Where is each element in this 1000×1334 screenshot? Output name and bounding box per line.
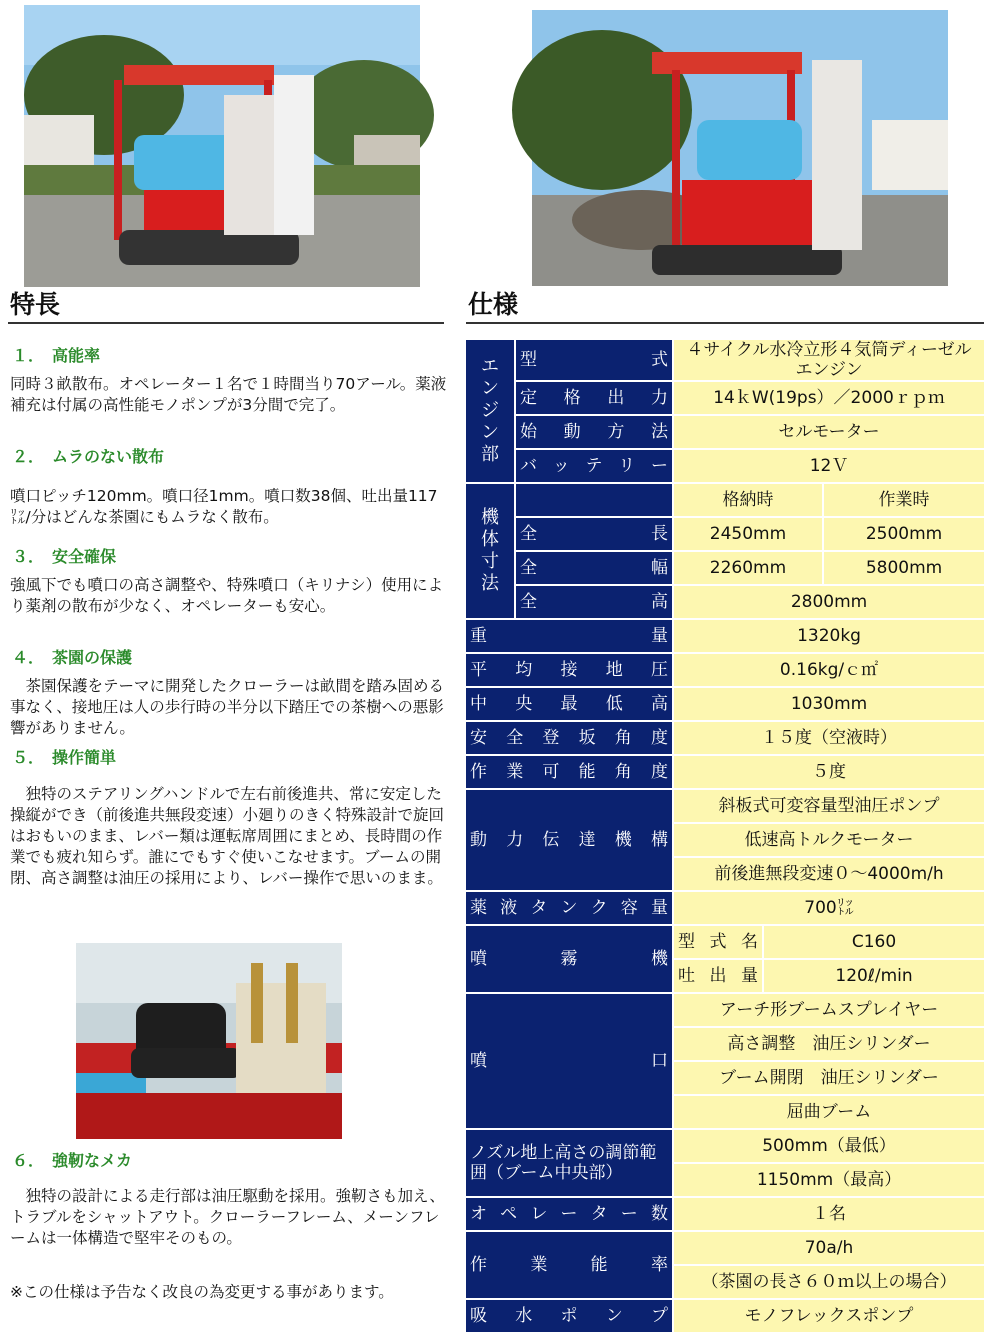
label-text — [470, 1255, 668, 1275]
feature-body-4: 茶園保護をテーマに開発したクローラーは畝間を踏み固める事なく、接地圧は人の歩行時の半分以下踏圧での茶樹への悪影響がありません。 — [10, 677, 445, 737]
label-char: ク — [590, 898, 608, 918]
spec-row-nozzle-height-1 — [465, 1129, 985, 1163]
label-char: 型 — [678, 932, 695, 952]
height-label — [515, 585, 673, 619]
tank-label — [465, 891, 673, 925]
label-char: 坂 — [578, 728, 596, 748]
nozzle-value-2: 高さ調整 油圧シリンダー — [673, 1027, 985, 1061]
spec-row-length — [465, 517, 985, 551]
label-text — [470, 694, 668, 714]
label-char: 出 — [607, 388, 625, 408]
label-char: 可 — [542, 762, 560, 782]
label-char: 率 — [650, 1255, 668, 1275]
label-char: 角 — [614, 762, 632, 782]
ground-pressure-label — [465, 653, 673, 687]
length-working: 2500mm — [823, 517, 985, 551]
sprayer-model-label — [673, 925, 763, 959]
pump-label — [465, 1299, 673, 1333]
ground-pressure-value: 0.16kg/ｃ㎡ — [673, 653, 985, 687]
label-char: 均 — [515, 660, 533, 680]
label-char: 出 — [709, 966, 727, 986]
label-char: 幅 — [651, 558, 668, 578]
label-text — [470, 762, 668, 782]
length-label — [515, 517, 673, 551]
label-char: 安 — [470, 728, 487, 748]
feature-heading-5: ５． 操作簡単 — [12, 748, 117, 767]
spec-row-work-angle — [465, 755, 985, 789]
label-char: 吸 — [470, 1306, 487, 1326]
sprayer-model-value: C160 — [763, 925, 985, 959]
clearance-label — [465, 687, 673, 721]
spec-row-operators — [465, 1197, 985, 1231]
feature-body-5: 独特のステアリングハンドルで左右前後進共、常に安定した操縦ができ（前後進共無段変速）小廻りのきく特殊設計で旋回はおもいのまま、レバー類は運転席周囲にまとめ、長時間の作業でも疲れ知らず。誰にでもすぐ使いこなせます。ブームの開閉、高さ調整は油圧の採用により、レバー操作で思いのまま。 — [10, 785, 445, 887]
label-text — [470, 1306, 668, 1326]
label-char: 低 — [605, 694, 623, 714]
label-text — [678, 966, 758, 986]
label-char: タ — [530, 898, 548, 918]
label-char: 業 — [506, 762, 524, 782]
label-char: 中 — [470, 694, 487, 714]
label-char: 格 — [563, 388, 581, 408]
label-char: 動 — [563, 422, 581, 442]
label-char: レ — [530, 1204, 548, 1224]
spec-row-engine-output — [465, 381, 985, 415]
label-char: 噴 — [470, 949, 487, 969]
label-char: 量 — [651, 626, 668, 646]
label-text — [520, 456, 668, 476]
label-char: 接 — [560, 660, 578, 680]
label-char: 量 — [741, 966, 758, 986]
height-value: 2800mm — [673, 585, 985, 619]
label-text — [470, 1204, 668, 1224]
capacity-label — [465, 1231, 673, 1299]
engine-start-value: セルモーター — [673, 415, 985, 449]
spec-row-dimension-headers — [465, 483, 985, 517]
dimensions-stored-header: 格納時 — [673, 483, 823, 517]
label-char: 高 — [651, 694, 668, 714]
label-char: 全 — [506, 728, 524, 748]
width-label — [515, 551, 673, 585]
tank-value: 700㍑ — [673, 891, 985, 925]
engine-group-label: エンジン部 — [465, 339, 515, 483]
label-char: バ — [520, 456, 537, 476]
label-char: 口 — [651, 1051, 668, 1071]
label-char: オ — [470, 1204, 487, 1224]
label-char: 平 — [470, 660, 487, 680]
feature-body-2: 噴口ピッチ120mm。噴口径1mm。噴口数38個、吐出量117㍑/分はどんな茶園にもムラなく散布。 — [10, 487, 438, 526]
label-char: タ — [590, 1204, 608, 1224]
label-char: 能 — [590, 1255, 608, 1275]
label-char: ッ — [552, 456, 570, 476]
dimensions-header-blank — [515, 483, 673, 517]
engine-model-value: ４サイクル水冷立形４気筒ディーゼルエンジン — [673, 339, 985, 381]
nozzle-height-label: ノズル地上高さの調節範囲（ブーム中央部） — [465, 1129, 673, 1197]
spec-table — [464, 338, 986, 1334]
label-text — [470, 898, 668, 918]
label-char: テ — [585, 456, 603, 476]
width-stored: 2260mm — [673, 551, 823, 585]
feature-heading-2: ２． ムラのない散布 — [12, 447, 165, 466]
label-char: 容 — [620, 898, 638, 918]
label-char: 水 — [515, 1306, 533, 1326]
operators-label — [465, 1197, 673, 1231]
sprayer-label — [465, 925, 673, 993]
operator-seat-photo — [76, 943, 342, 1139]
label-char: 角 — [614, 728, 632, 748]
spec-row-transmission-1 — [465, 789, 985, 823]
label-char: 重 — [470, 626, 487, 646]
transmission-value-3: 前後進無段変速０～4000m/h — [673, 857, 985, 891]
label-text — [470, 660, 668, 680]
machine-photo-right — [532, 10, 948, 286]
label-char: 噴 — [470, 1051, 487, 1071]
label-char: 力 — [650, 388, 668, 408]
engine-model-label — [515, 339, 673, 381]
label-char: 度 — [650, 728, 668, 748]
spec-row-engine-battery — [465, 449, 985, 483]
label-char: ー — [620, 1204, 638, 1224]
nozzle-value-4: 屈曲ブーム — [673, 1095, 985, 1129]
spec-row-width — [465, 551, 985, 585]
label-char: ン — [560, 898, 578, 918]
climb-label — [465, 721, 673, 755]
label-char: 圧 — [651, 660, 668, 680]
label-char: 高 — [651, 592, 668, 612]
label-char: 数 — [650, 1204, 668, 1224]
nozzle-value-1: アーチ形ブームスプレイヤー — [673, 993, 985, 1027]
climb-value: １５度（空液時） — [673, 721, 985, 755]
feature-heading-6: ６． 強靭なメカ — [12, 1151, 133, 1170]
features-rule — [8, 322, 444, 324]
label-char: ペ — [500, 1204, 518, 1224]
feature-body-1: 同時３畝散布。オペレーター１名で１時間当り70アール。薬液補充は付属の高性能モノポンプが3分間で完了。 — [10, 375, 447, 414]
spec-row-engine-start — [465, 415, 985, 449]
label-char: 始 — [520, 422, 537, 442]
label-char: ー — [651, 456, 668, 476]
spec-row-sprayer-model — [465, 925, 985, 959]
label-char: 法 — [650, 422, 668, 442]
sprayer-output-value: 120ℓ/min — [763, 959, 985, 993]
label-char: 式 — [651, 350, 668, 370]
label-char: ン — [605, 1306, 623, 1326]
label-text — [520, 592, 668, 612]
label-text — [520, 524, 668, 544]
label-char: 動 — [470, 830, 487, 850]
transmission-value-2: 低速高トルクモーター — [673, 823, 985, 857]
engine-start-label — [515, 415, 673, 449]
label-char: 全 — [520, 592, 537, 612]
engine-output-value: 14ｋW(19ps）／2000ｒｐｍ — [673, 381, 985, 415]
label-text — [470, 949, 668, 969]
feature-body-6: 独特の設計による走行部は油圧駆動を採用。強靭さも加え、トラブルをシャットアウト。クローラーフレーム、メーンフレームは一体構造で堅牢そのもの。 — [10, 1187, 445, 1247]
spec-row-tank — [465, 891, 985, 925]
machine-photo-left — [24, 5, 420, 287]
label-char: 機 — [651, 949, 668, 969]
label-char: 長 — [651, 524, 668, 544]
label-char: 薬 — [470, 898, 487, 918]
capacity-condition: （茶園の長さ６０ｍ以上の場合） — [673, 1265, 985, 1299]
label-text — [470, 830, 668, 850]
label-char: 作 — [470, 1255, 487, 1275]
spec-row-capacity-1 — [465, 1231, 985, 1265]
feature-heading-1: １． 高能率 — [12, 346, 101, 365]
clearance-value: 1030mm — [673, 687, 985, 721]
label-char: ー — [560, 1204, 578, 1224]
label-char: 液 — [500, 898, 518, 918]
operators-value: １名 — [673, 1197, 985, 1231]
dimensions-group-label: 機体寸法 — [465, 483, 515, 619]
label-text — [470, 626, 668, 646]
length-stored: 2450mm — [673, 517, 823, 551]
label-char: 霧 — [560, 949, 578, 969]
transmission-value-1: 斜板式可変容量型油圧ポンプ — [673, 789, 985, 823]
nozzle-value-3: ブーム開閉 油圧シリンダー — [673, 1061, 985, 1095]
nozzle-height-max: 1150mm（最高） — [673, 1163, 985, 1197]
label-char: 全 — [520, 524, 537, 544]
spec-row-engine-model — [465, 339, 985, 381]
label-text — [520, 388, 668, 408]
label-char: 定 — [520, 388, 537, 408]
spec-row-clearance — [465, 687, 985, 721]
label-char: 量 — [650, 898, 668, 918]
label-char: 央 — [515, 694, 533, 714]
engine-battery-value: 12Ｖ — [673, 449, 985, 483]
change-notice: ※この仕様は予告なく改良の為変更する事があります。 — [10, 1283, 394, 1301]
feature-heading-3: ３． 安全確保 — [12, 547, 117, 566]
spec-row-weight — [465, 619, 985, 653]
label-char: ポ — [560, 1306, 578, 1326]
spec-rule — [466, 322, 984, 324]
label-char: 業 — [530, 1255, 548, 1275]
label-char: 式 — [709, 932, 727, 952]
label-char: 伝 — [542, 830, 560, 850]
sprayer-output-label — [673, 959, 763, 993]
label-char: 構 — [650, 830, 668, 850]
pump-value: モノフレックスポンプ — [673, 1299, 985, 1333]
work-angle-label — [465, 755, 673, 789]
spec-row-height — [465, 585, 985, 619]
weight-value: 1320kg — [673, 619, 985, 653]
label-char: 地 — [605, 660, 623, 680]
features-title: 特長 — [10, 290, 61, 319]
work-angle-value: ５度 — [673, 755, 985, 789]
label-char: 能 — [578, 762, 596, 782]
label-char: 型 — [520, 350, 537, 370]
nozzle-label — [465, 993, 673, 1129]
label-char: 吐 — [678, 966, 695, 986]
dimensions-working-header: 作業時 — [823, 483, 985, 517]
label-char: 名 — [741, 932, 758, 952]
label-char: 力 — [506, 830, 524, 850]
weight-label — [465, 619, 673, 653]
label-char: プ — [651, 1306, 668, 1326]
spec-row-nozzle-1 — [465, 993, 985, 1027]
spec-title: 仕様 — [468, 290, 519, 319]
label-text — [520, 422, 668, 442]
width-working: 5800mm — [823, 551, 985, 585]
label-char: 登 — [542, 728, 560, 748]
engine-output-label — [515, 381, 673, 415]
label-text — [470, 1051, 668, 1071]
capacity-value: 70a/h — [673, 1231, 985, 1265]
spec-row-pump — [465, 1299, 985, 1333]
engine-battery-label — [515, 449, 673, 483]
transmission-label — [465, 789, 673, 891]
label-char: 度 — [650, 762, 668, 782]
label-char: 機 — [614, 830, 632, 850]
spec-row-climb — [465, 721, 985, 755]
label-text — [520, 350, 668, 370]
label-char: リ — [618, 456, 636, 476]
label-char: 方 — [607, 422, 625, 442]
label-char: 全 — [520, 558, 537, 578]
spec-row-ground-pressure — [465, 653, 985, 687]
label-text — [470, 728, 668, 748]
label-text — [520, 558, 668, 578]
label-text — [678, 932, 758, 952]
label-char: 達 — [578, 830, 596, 850]
label-char: 最 — [560, 694, 578, 714]
feature-heading-4: ４． 茶園の保護 — [12, 648, 133, 667]
feature-body-3: 強風下でも噴口の高さ調整や、特殊噴口（キリナシ）使用により薬剤の散布が少なく、オペレーターも安心。 — [10, 576, 444, 615]
label-char: 作 — [470, 762, 487, 782]
nozzle-height-min: 500mm（最低） — [673, 1129, 985, 1163]
